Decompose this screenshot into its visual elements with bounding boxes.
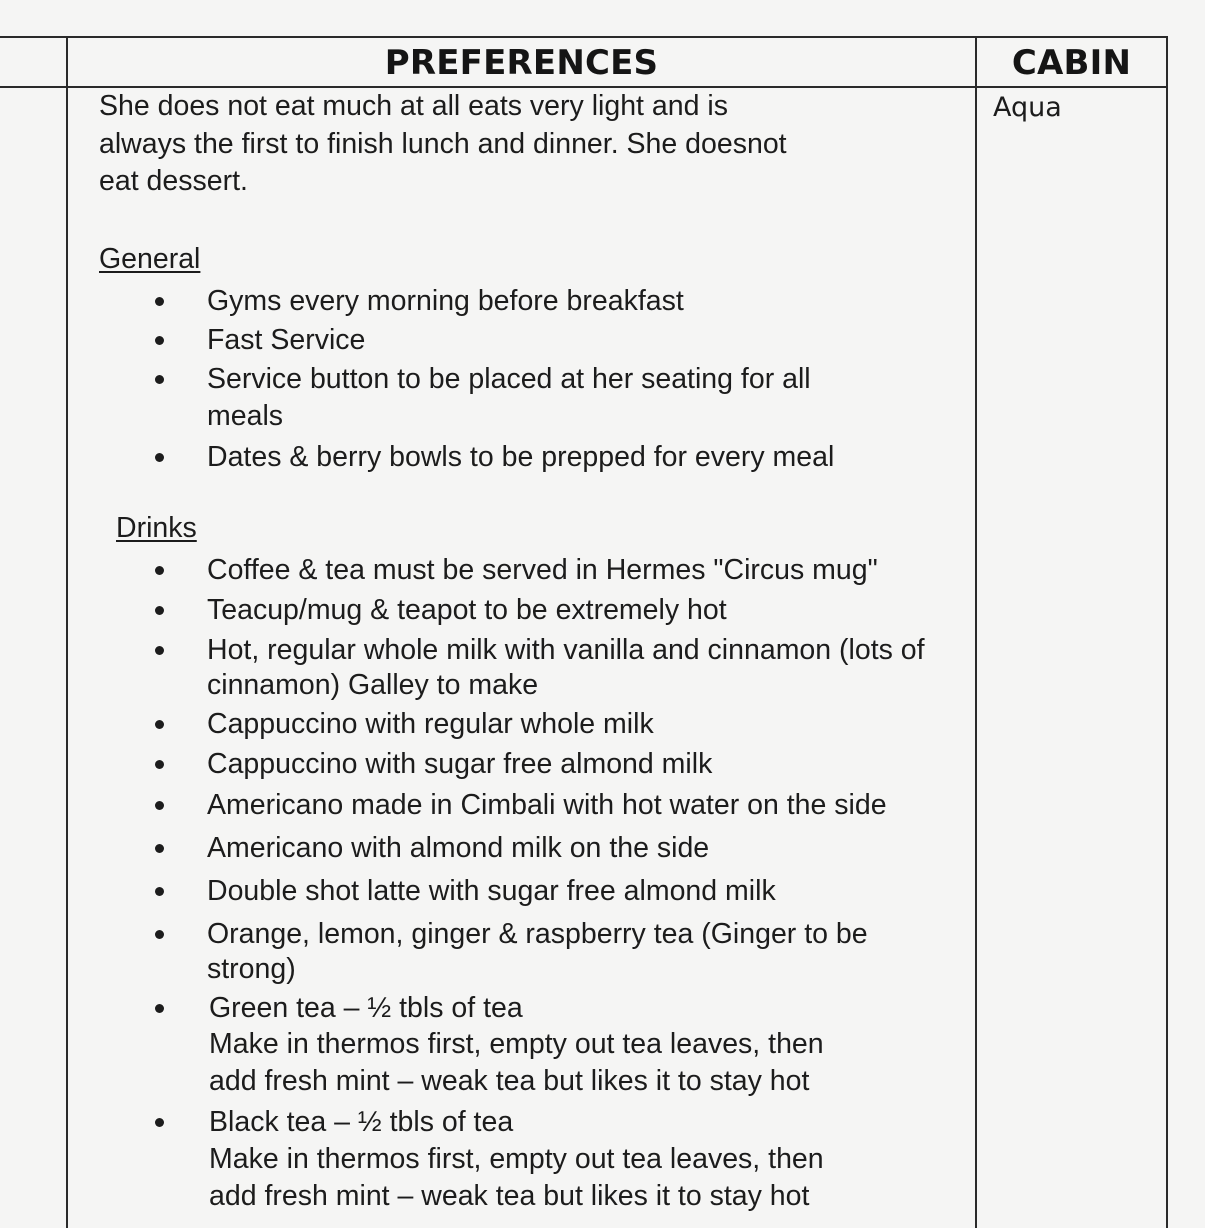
bullet-icon — [155, 297, 164, 306]
general-item: Dates & berry bowls to be prepped for every meal — [207, 441, 835, 473]
drink-item: Hot, regular whole milk with vanilla and cinnamon (lots of — [207, 634, 925, 666]
drink-item: Make in thermos first, empty out tea leaves, then — [209, 1028, 824, 1060]
table-top-border — [0, 36, 1168, 38]
drink-item: add fresh mint – weak tea but likes it to stay hot — [209, 1180, 810, 1212]
drink-item: cinnamon) Galley to make — [207, 669, 539, 701]
bullet-icon — [155, 1118, 164, 1127]
drink-item: Cappuccino with sugar free almond milk — [207, 748, 713, 780]
bullet-icon — [155, 453, 164, 462]
bullet-icon — [155, 1004, 164, 1013]
table-right-border — [1166, 36, 1168, 1228]
intro-line: always the first to finish lunch and dinner. She doesnot — [99, 128, 787, 160]
drink-item: Teacup/mug & teapot to be extremely hot — [207, 594, 727, 626]
drink-item: strong) — [207, 953, 296, 985]
bullet-icon — [155, 720, 164, 729]
bullet-icon — [155, 646, 164, 655]
drinks-heading: Drinks — [116, 512, 197, 544]
drink-item: add fresh mint – weak tea but likes it to stay hot — [209, 1065, 810, 1097]
general-heading: General — [99, 243, 201, 275]
bullet-icon — [155, 844, 164, 853]
cabin-value: Aqua — [993, 92, 1062, 123]
drink-item: Coffee & tea must be served in Hermes "Circus mug" — [207, 554, 878, 586]
bullet-icon — [155, 336, 164, 345]
drink-item: Make in thermos first, empty out tea leaves, then — [209, 1143, 824, 1175]
drink-item: Americano made in Cimbali with hot water on the side — [207, 789, 887, 821]
bullet-icon — [155, 930, 164, 939]
bullet-icon — [155, 606, 164, 615]
cabin-header: CABIN — [1011, 43, 1132, 83]
drink-item: Orange, lemon, ginger & raspberry tea (Ginger to be — [207, 918, 868, 950]
drink-item: Green tea – ½ tbls of tea — [209, 992, 523, 1024]
table-cabin-column-border — [975, 36, 977, 1228]
general-item: Service button to be placed at her seating for all — [207, 363, 811, 395]
drink-item: Black tea – ½ tbls of tea — [209, 1106, 514, 1138]
bullet-icon — [155, 375, 164, 384]
drink-item: Americano with almond milk on the side — [207, 832, 710, 864]
general-item: meals — [207, 400, 284, 432]
general-item: Gyms every morning before breakfast — [207, 285, 684, 317]
intro-line: eat dessert. — [99, 165, 248, 197]
drink-item: Cappuccino with regular whole milk — [207, 708, 654, 740]
general-item: Fast Service — [207, 324, 366, 356]
intro-line: She does not eat much at all eats very light and is — [99, 90, 728, 122]
bullet-icon — [155, 887, 164, 896]
bullet-icon — [155, 760, 164, 769]
bullet-icon — [155, 566, 164, 575]
drink-item: Double shot latte with sugar free almond milk — [207, 875, 776, 907]
table-left-column-border — [66, 36, 68, 1228]
bullet-icon — [155, 801, 164, 810]
preferences-header: PREFERENCES — [384, 43, 659, 83]
